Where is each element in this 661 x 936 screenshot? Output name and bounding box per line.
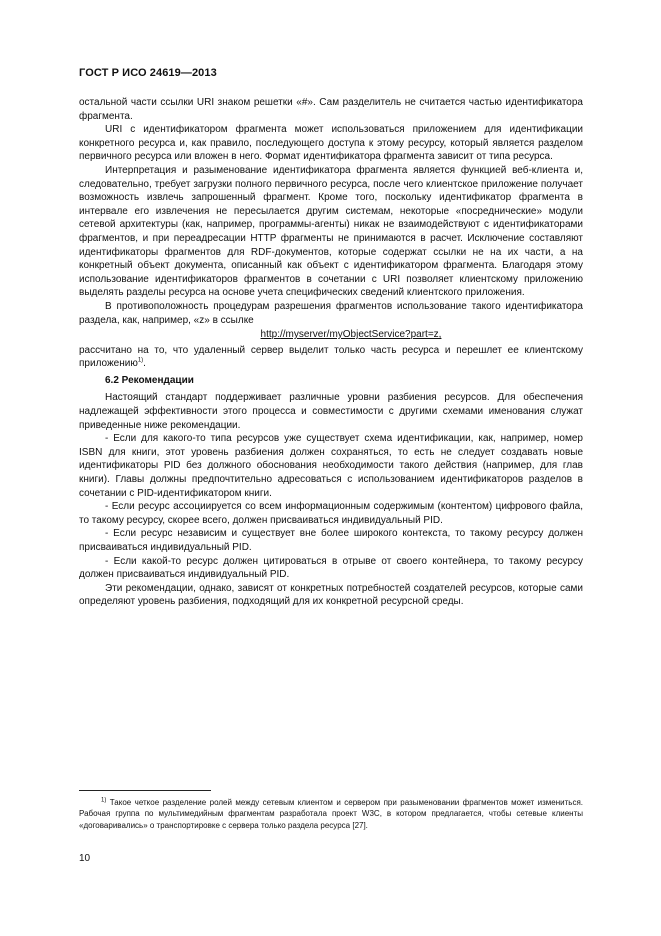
document-header: ГОСТ Р ИСО 24619—2013: [79, 67, 217, 79]
paragraph-end: .: [143, 358, 146, 370]
paragraph: URI с идентификатором фрагмента может использоваться приложением для идентификации конкретного ресурса и, как правило, последующего доступа к этому ресурсу, который является разделом первичного ресурса или вложен в него. Формат идентификатора фрагмента зависит от типа ресурса.: [79, 124, 583, 163]
paragraph: Настоящий стандарт поддерживает различные уровни разбиения ресурсов. Для обеспечения надлежащей эффективности этого процесса и совместимости с другими схемами именования служат приведенные ниже рекомендации.: [79, 392, 583, 431]
section-title: 6.2 Рекомендации: [105, 374, 194, 386]
recommendation-item: - Если ресурс ассоциируется со всем информационным содержимым (контентом) цифрового файла, то такому ресурсу, скорее всего, должен присваиваться индивидуальный PID.: [79, 501, 583, 526]
paragraph: В противоположность процедурам разрешения фрагментов использование такого идентификатора раздела, как, например, «z» в ссылке: [79, 300, 583, 326]
object-service-link[interactable]: http://myserver/myObjectService?part=z,: [260, 329, 442, 341]
paragraph: Интерпретация и разыменование идентификатора фрагмента является функцией веб-клиента и, следовательно, требует загрузки полного первичного ресурса, после чего клиентское приложение получает возможность извлечь запрошенный фрагмент. Кроме того, поскольку идентификатор фрагмента в интервале его извлечения не пересылается другим системам, некоторые «посреднические» модули сетевой архитектуры (как, например, программы-агенты) никак не взаимодействуют с идентификаторами фрагментов, и при переадресации HTTP фрагменты не принимаются в расчет. Исключение составляют идентификаторы фрагментов для RDF-документов, которые содержат ссылки не на их части, а на конкретный объект документа, описанный как объект с идентификатором фрагмента. Благодаря этому использование идентификаторов фрагментов в сочетании с URI позволяет клиентскому приложению выделять разделы ресурса на основе учета специфических сведений клиентского приложения.: [79, 164, 583, 299]
recommendation-item: - Если какой-то ресурс должен цитироваться в отрыве от своего контейнера, то такому ресурсу должен присваиваться индивидуальный PID.: [79, 555, 583, 581]
paragraph: остальной части ссылки URI знаком решетки «#». Сам разделитель не считается частью идентификатора фрагмента.: [79, 97, 583, 122]
url-line: [79, 328, 583, 342]
footnote-divider: [79, 790, 211, 791]
footnote-reference[interactable]: 1): [137, 357, 144, 364]
footnote-mark: 1): [101, 797, 107, 804]
footnote: [79, 797, 583, 831]
recommendation-item: - Если для какого-то типа ресурсов уже существует схема идентификации, как, например, номер ISBN для книги, этот уровень разбиения должен сохраняться, то есть не следует создавать новые идентификаторы PID без должного обоснования необходимости такого действия (например, для глав книги). Главы должны предпочтительно адресоваться с использованием идентификаторов разделов в сочетании с PID-идентификатором книги.: [79, 433, 583, 499]
page-number: 10: [79, 853, 91, 864]
paragraph: Эти рекомендации, однако, зависят от конкретных потребностей создателей ресурсов, которые сами определяют уровень разбиения, подходящий для их конкретной ресурсной среды.: [79, 582, 583, 608]
paragraph: [79, 344, 583, 371]
document-body: [79, 96, 583, 609]
paragraph-text: рассчитано на то, что удаленный сервер выделит только часть ресурса и перешлет ее клиентскому приложению: [79, 344, 583, 370]
recommendation-item: - Если ресурс независим и существует вне более широкого контекста, то такому ресурсу должен присваиваться индивидуальный PID.: [79, 528, 583, 553]
footnote-text: Такое четкое разделение ролей между сетевым клиентом и сервером при разыменовании фрагментов может измениться. Рабочая группа по мультимедийным фрагментам разработала проект W3C, в котором предлагается, чтобы сетевые клиенты «договаривались» о транспортировке с сервера только раздела ресурса [27].: [79, 798, 583, 830]
